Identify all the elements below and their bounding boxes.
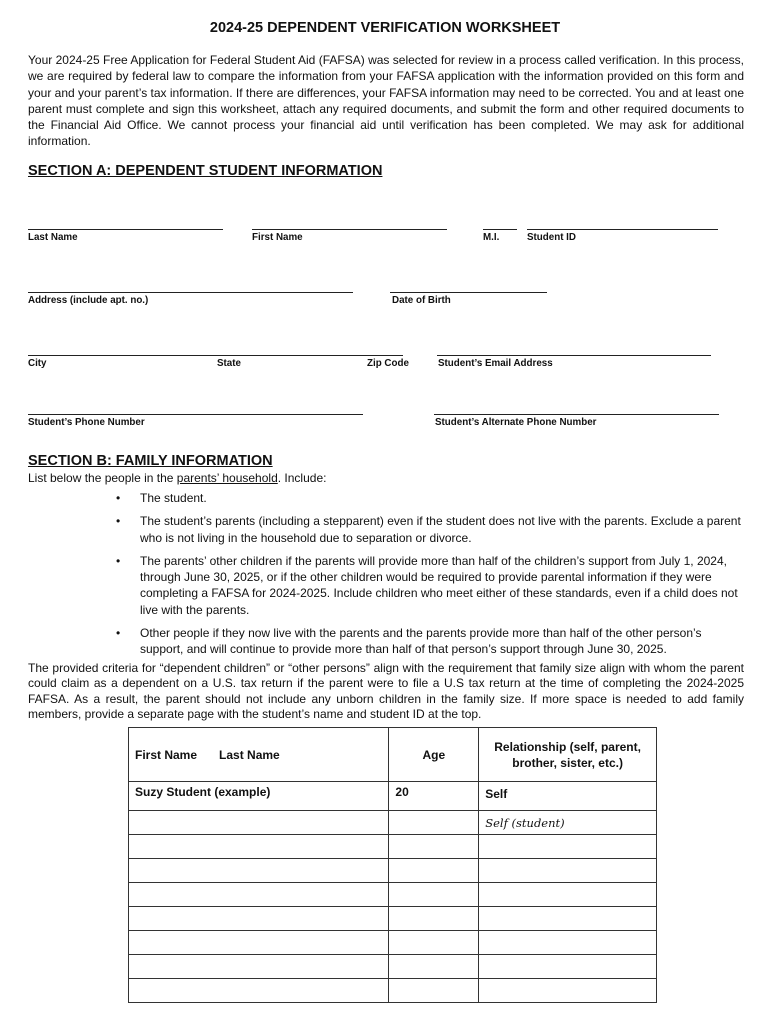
name-cell[interactable] [129, 979, 389, 1003]
page-title: 2024-25 DEPENDENT VERIFICATION WORKSHEET [209, 20, 561, 36]
relationship-cell[interactable] [479, 955, 657, 979]
phone-label: Student’s Phone Number [28, 417, 145, 428]
city-label: City [28, 358, 47, 369]
dob-field[interactable] [390, 292, 547, 293]
student-id-field[interactable] [527, 229, 718, 230]
name-header-cell [129, 728, 389, 782]
name-cell[interactable] [129, 883, 389, 907]
phone-field[interactable] [28, 414, 363, 415]
relationship-cell[interactable] [479, 907, 657, 931]
last-name-header: Last Name [219, 747, 280, 762]
include-list [112, 490, 742, 665]
relationship-cell[interactable] [479, 883, 657, 907]
first-name-header: First Name [135, 747, 198, 762]
address-field[interactable] [28, 292, 353, 293]
relationship-cell[interactable] [479, 859, 657, 883]
relationship-cell[interactable] [479, 835, 657, 859]
table-row[interactable] [129, 883, 657, 907]
name-cell[interactable] [129, 859, 389, 883]
list-item: • The parents’ other children if the parents will provide more than half of the children’s support from July 1, 2024, through June 30, 2025, or if the other children would be required to provide parental information if they were completing a FAFSA for 2024-2025. Include children who meet either of these standards, even if a child does not live with the parents. [112, 553, 742, 618]
name-cell[interactable] [129, 907, 389, 931]
mi-field[interactable] [483, 229, 517, 230]
age-cell[interactable] [389, 883, 479, 907]
list-item: • The student. [112, 490, 742, 506]
relationship-header: Relationship (self, parent, brother, sister, etc.) [479, 728, 657, 782]
last-name-label: Last Name [28, 232, 78, 243]
table-row[interactable] [129, 931, 657, 955]
age-cell[interactable] [389, 955, 479, 979]
relationship-cell[interactable] [479, 979, 657, 1003]
dob-label: Date of Birth [392, 295, 451, 306]
age-header: Age [389, 728, 479, 782]
example-name-cell: Suzy Student (example) [129, 782, 389, 811]
criteria-paragraph: The provided criteria for “dependent children” or “other persons” align with the requirement that family size align with whom the parent could claim as a dependent on a U.S. tax return if the parent were to file a U.S tax return at the time of completing the 2024-2025 FAFSA. As a result, the parent should not include any unborn children in the family size. If more space is needed to add family members, provide a separate page with the student’s name and student ID at the top. [28, 661, 744, 721]
example-relationship-cell: Self [479, 782, 657, 811]
intro-paragraph: Your 2024-25 Free Application for Federal Student Aid (FAFSA) was selected for review in a process called verification. In this process, we are required by federal law to compare the information from your FAFSA application with the information provided on this form and your and your parent’s tax information. If there are differences, your FAFSA information may need to be corrected. You and at least one parent must complete and sign this worksheet, attach any required documents, and submit the form and other required documents to the Financial Aid Office. We cannot process your financial aid until verification has been completed. We may ask for additional information. [28, 53, 744, 149]
last-name-field[interactable] [28, 229, 223, 230]
table-row[interactable] [129, 859, 657, 883]
parents-household-text: parents’ household [176, 471, 278, 485]
state-label: State [217, 358, 241, 369]
table-row[interactable] [129, 979, 657, 1003]
name-cell[interactable] [129, 835, 389, 859]
list-item: • The student’s parents (including a stepparent) even if the student does not live with the parents. Exclude a parent who is not living in the household due to separation or divorce. [112, 513, 742, 546]
student-id-label: Student ID [527, 232, 576, 243]
relationship-cell[interactable]: Self (student) [479, 811, 657, 835]
example-age-cell: 20 [389, 782, 479, 811]
table-row[interactable] [129, 835, 657, 859]
section-b-heading: SECTION B: FAMILY INFORMATION [28, 453, 273, 469]
section-a-heading: SECTION A: DEPENDENT STUDENT INFORMATION [28, 163, 383, 179]
alt-phone-field[interactable] [434, 414, 719, 415]
first-name-label: First Name [252, 232, 303, 243]
list-item: • Other people if they now live with the parents and the parents provide more than half of the other person’s support, and will continue to provide more than half of that person’s support through June 30, 2025. [112, 625, 742, 658]
first-name-field[interactable] [252, 229, 447, 230]
intro-post: . Include: [277, 471, 327, 485]
zip-label: Zip Code [367, 358, 409, 369]
city-state-zip-field[interactable] [28, 355, 403, 356]
alt-phone-label: Student’s Alternate Phone Number [435, 417, 597, 428]
email-field[interactable] [437, 355, 711, 356]
mi-label: M.I. [483, 232, 500, 243]
intro-pre: List below the people in the [28, 471, 177, 485]
table-row [129, 782, 657, 811]
name-cell[interactable] [129, 931, 389, 955]
table-header-row [129, 728, 657, 782]
age-cell[interactable] [389, 931, 479, 955]
name-cell[interactable] [129, 955, 389, 979]
family-table [128, 727, 657, 1003]
email-label: Student’s Email Address [438, 358, 553, 369]
section-b-intro [28, 470, 326, 486]
table-row[interactable] [129, 811, 657, 835]
table-row[interactable] [129, 907, 657, 931]
age-cell[interactable] [389, 811, 479, 835]
age-cell[interactable] [389, 859, 479, 883]
age-cell[interactable] [389, 835, 479, 859]
table-row[interactable] [129, 955, 657, 979]
relationship-cell[interactable] [479, 931, 657, 955]
name-cell[interactable] [129, 811, 389, 835]
age-cell[interactable] [389, 979, 479, 1003]
age-cell[interactable] [389, 907, 479, 931]
address-label: Address (include apt. no.) [28, 295, 149, 306]
